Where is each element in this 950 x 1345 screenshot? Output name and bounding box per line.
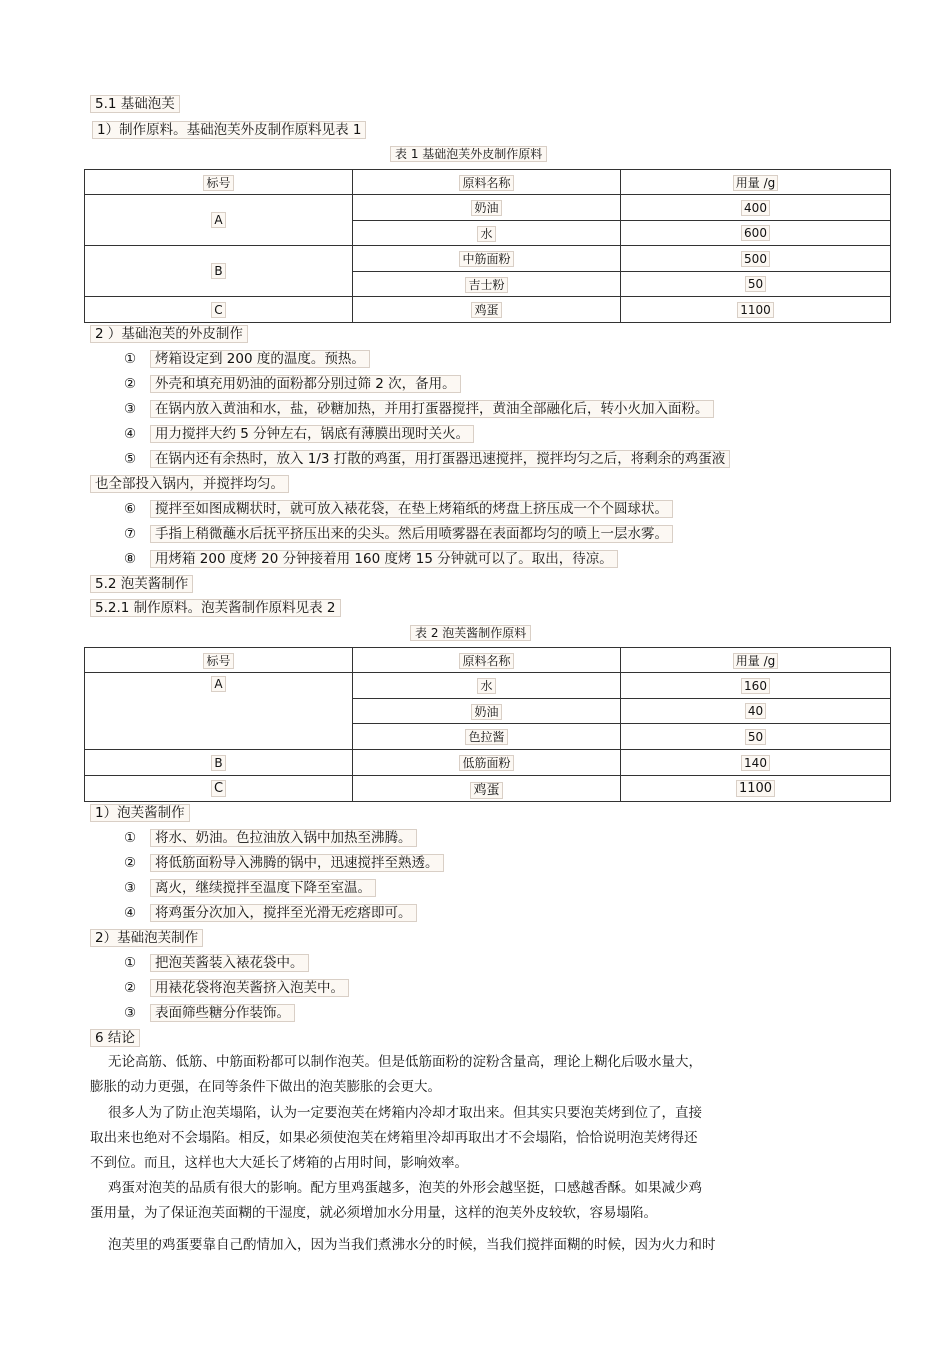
section-heading-5-2: 5.2 泡芙酱制作	[90, 574, 193, 594]
list-item: ② 用裱花袋将泡芙酱挤入泡芙中。	[124, 978, 349, 998]
cell-code: B	[85, 750, 353, 776]
cell-amount: 160	[621, 673, 891, 699]
cell-name: 水	[353, 221, 621, 246]
cell-name: 色拉酱	[353, 724, 621, 750]
section-heading-basic: 2）基础泡芙制作	[90, 928, 203, 948]
cell-name: 奶油	[353, 195, 621, 221]
paragraph-line: 蛋用量，为了保证泡芙面糊的干湿度，就必须增加水分用量，这样的泡芙外皮较软，容易塌陷。	[90, 1205, 657, 1221]
cell-code: B	[85, 246, 353, 297]
cell-code: A	[85, 195, 353, 246]
cell-amount: 50	[621, 272, 891, 297]
cell-name: 水	[353, 673, 621, 699]
list-item: ④ 用力搅拌大约 5 分钟左右，锅底有薄膜出现时关火。	[124, 424, 474, 444]
section-heading-shell: 2 ）基础泡芙的外皮制作	[90, 324, 248, 344]
list-item: ② 将低筋面粉导入沸腾的锅中，迅速搅拌至熟透。	[124, 853, 444, 873]
cell-name: 奶油	[353, 699, 621, 724]
conclusion-paragraph-1	[90, 1050, 790, 1100]
paragraph-line: 鸡蛋对泡芙的品质有很大的影响。配方里鸡蛋越多，泡芙的外形会越坚挺，口感越香酥。如果减少鸡	[108, 1180, 702, 1196]
list-item: ④ 将鸡蛋分次加入，搅拌至光滑无疙瘩即可。	[124, 903, 417, 923]
list-item: ① 将水、奶油。色拉油放入锅中加热至沸腾。	[124, 828, 417, 848]
cell-name: 吉士粉	[353, 272, 621, 297]
list-item: ⑧ 用烤箱 200 度烤 20 分钟接着用 160 度烤 15 分钟就可以了。取出，待凉。	[124, 549, 618, 569]
section-heading-conclusion: 6 结论	[90, 1028, 140, 1048]
paragraph-materials-2: 5.2.1 制作原料。泡芙酱制作原料见表 2	[90, 598, 341, 618]
paragraph-materials-1: 1）制作原料。基础泡芙外皮制作原料见表 1	[92, 120, 366, 140]
cell-amount: 400	[621, 195, 891, 221]
table-row	[85, 297, 891, 323]
cell-amount: 50	[621, 724, 891, 750]
paragraph-line: 很多人为了防止泡芙塌陷，认为一定要泡芙在烤箱内冷却才取出来。但其实只要泡芙烤到位了，直接	[108, 1105, 702, 1121]
list-item: ① 把泡芙酱装入裱花袋中。	[124, 953, 309, 973]
cell-amount: 1100	[621, 776, 891, 802]
paragraph-line: 无论高筋、低筋、中筋面粉都可以制作泡芙。但是低筋面粉的淀粉含量高，理论上糊化后吸水量大，	[108, 1054, 702, 1070]
cell-code: C	[85, 776, 353, 802]
section-heading-sauce: 1）泡芙酱制作	[90, 803, 190, 823]
cell-code: A	[85, 673, 353, 750]
cell-amount: 1100	[621, 297, 891, 323]
header-code: 标号	[85, 170, 353, 195]
table-header-row	[85, 648, 891, 673]
list-item: ③ 离火，继续搅拌至温度下降至室温。	[124, 878, 376, 898]
table2-caption: 表 2 泡芙酱制作原料	[410, 624, 531, 642]
header-code: 标号	[85, 648, 353, 673]
cell-name: 鸡蛋	[353, 297, 621, 323]
cell-amount: 140	[621, 750, 891, 776]
header-amount: 用量 /g	[621, 648, 891, 673]
list-item: ③ 在锅内放入黄油和水，盐，砂糖加热，并用打蛋器搅拌，黄油全部融化后，转小火加入面粉。	[124, 399, 714, 419]
cell-name: 中筋面粉	[353, 246, 621, 272]
paragraph-line: 取出来也绝对不会塌陷。相反，如果必须使泡芙在烤箱里冷却再取出才不会塌陷，恰恰说明泡芙烤得还	[90, 1130, 698, 1146]
list-item: ① 烤箱设定到 200 度的温度。预热。	[124, 349, 370, 369]
table-header-row	[85, 170, 891, 195]
cell-amount: 500	[621, 246, 891, 272]
table-row	[85, 776, 891, 802]
cell-name: 鸡蛋	[353, 776, 621, 802]
list-item: ⑥ 搅拌至如图成糊状时，就可放入裱花袋，在垫上烤箱纸的烤盘上挤压成一个个圆球状。	[124, 499, 673, 519]
header-name: 原料名称	[353, 648, 621, 673]
table1-caption: 表 1 基础泡芙外皮制作原料	[390, 145, 547, 163]
table-2	[84, 647, 891, 802]
conclusion-paragraph-4	[90, 1233, 790, 1258]
cell-amount: 40	[621, 699, 891, 724]
conclusion-paragraph-2	[90, 1101, 790, 1176]
cell-amount: 600	[621, 221, 891, 246]
list-item: ② 外壳和填充用奶油的面粉都分别过筛 2 次，备用。	[124, 374, 461, 394]
paragraph-line: 泡芙里的鸡蛋要靠自己酌情加入，因为当我们煮沸水分的时候，当我们搅拌面糊的时候，因为火力和时	[108, 1237, 716, 1253]
table-1	[84, 169, 891, 323]
cell-name: 低筋面粉	[353, 750, 621, 776]
paragraph-line: 不到位。而且，这样也大大延长了烤箱的占用时间，影响效率。	[90, 1155, 468, 1171]
section-heading-5-1: 5.1 基础泡芙	[90, 94, 180, 114]
header-amount: 用量 /g	[621, 170, 891, 195]
table-row	[85, 673, 891, 699]
header-name: 原料名称	[353, 170, 621, 195]
list-item: ⑤ 在锅内还有余热时，放入 1/3 打散的鸡蛋，用打蛋器迅速搅拌，搅拌均匀之后，将剩余的鸡蛋液	[124, 449, 730, 469]
paragraph-line: 膨胀的动力更强，在同等条件下做出的泡芙膨胀的会更大。	[90, 1079, 441, 1095]
list-item: ⑦ 手指上稍微蘸水后抚平挤压出来的尖头。然后用喷雾器在表面都均匀的喷上一层水雾。	[124, 524, 673, 544]
list-item-continuation: 也全部投入锅内，并搅拌均匀。	[90, 474, 289, 494]
table-row	[85, 195, 891, 221]
table-row	[85, 750, 891, 776]
list-item: ③ 表面筛些糖分作装饰。	[124, 1003, 295, 1023]
cell-code: C	[85, 297, 353, 323]
conclusion-paragraph-3	[90, 1176, 790, 1226]
table-row	[85, 246, 891, 272]
